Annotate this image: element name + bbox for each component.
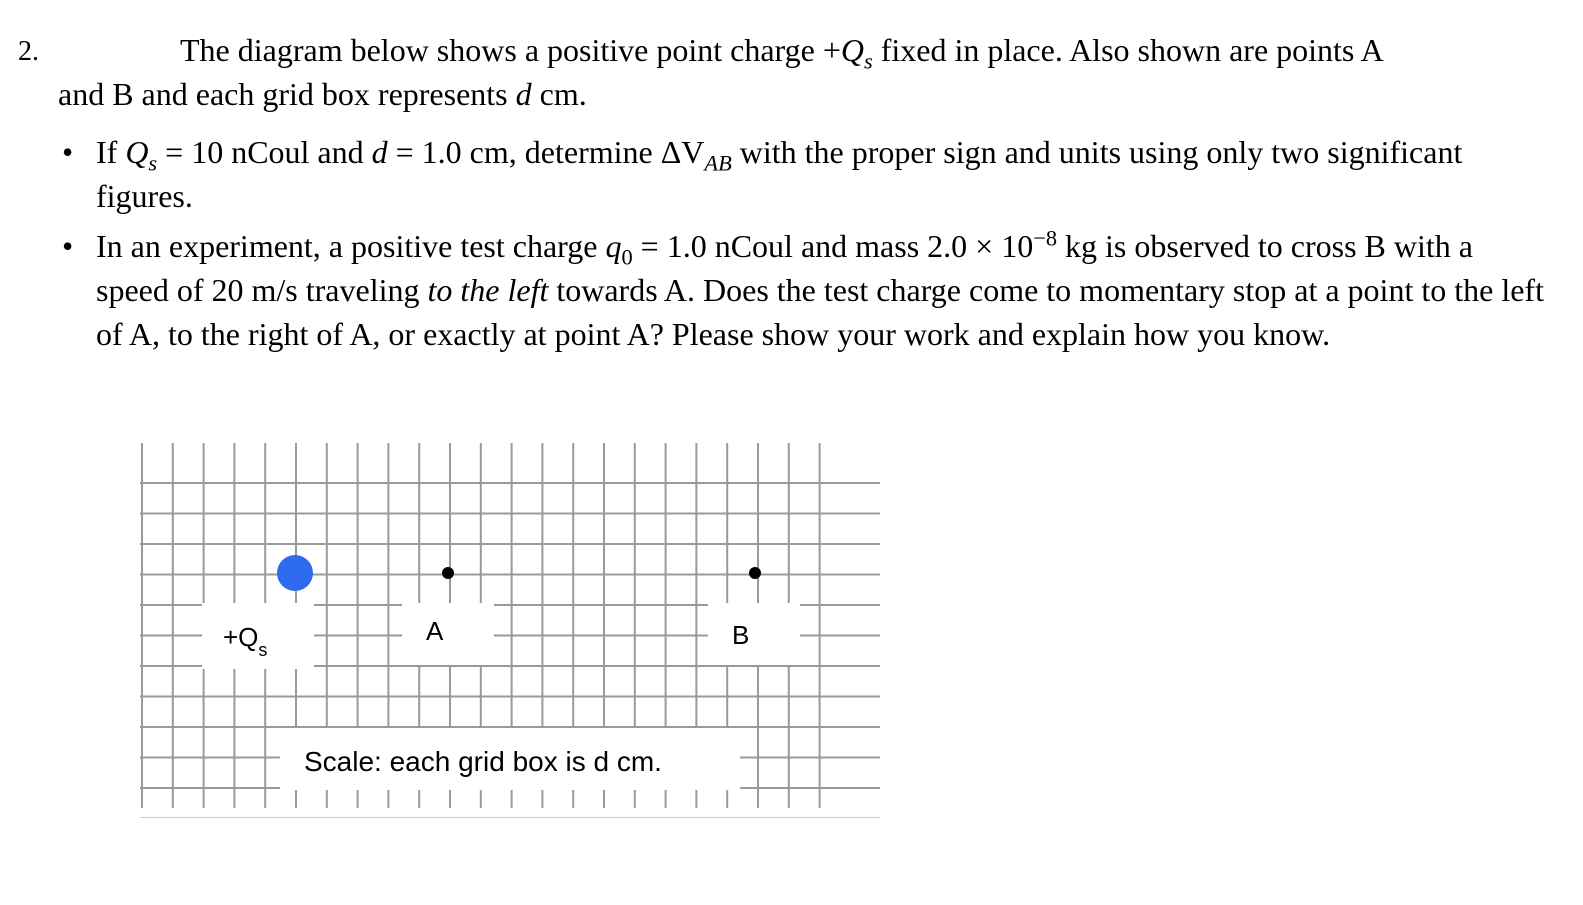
point-a-marker	[442, 567, 454, 579]
charge-label: $+Q_s$	[223, 622, 268, 660]
charge-diagram	[130, 438, 890, 818]
source-charge-icon	[277, 555, 313, 591]
bullet-list	[58, 130, 1548, 362]
problem-intro: The diagram below shows a positive point charge $+Q_s$ fixed in place. Also shown are points A and B and each grid box represents d cm.	[58, 32, 1384, 112]
bullet-dot-icon: •	[62, 134, 74, 170]
diagram-svg	[130, 438, 890, 818]
bullet-part-1: • If $Q_s = 10$ nCoul and d = 1.0 cm, determine $\Delta V_{AB}$ with the proper sign and units using only two significant figures.	[58, 130, 1548, 218]
point-a-label: A	[426, 616, 444, 646]
question-number: 2.	[18, 36, 39, 67]
point-b-label: B	[732, 620, 750, 650]
bullet-part-2: • In an experiment, a positive test charge $q_0 = 1.0$ nCoul and mass $2.0 \times 10^{-8}$ kg is observed to cross B with a speed of 20 m/s traveling to the left towards A. Does the test charge come to momentary stop at a point to the left of A, to the right of A, or exactly at point A? Please show your work and explain how you know.	[62, 225, 1544, 352]
scale-caption: Scale: each grid box is d cm.	[304, 746, 662, 777]
label-patch-b	[708, 603, 800, 665]
point-b-marker	[749, 567, 761, 579]
bullet-dot-icon: •	[62, 228, 74, 264]
label-patch-a	[402, 603, 494, 665]
